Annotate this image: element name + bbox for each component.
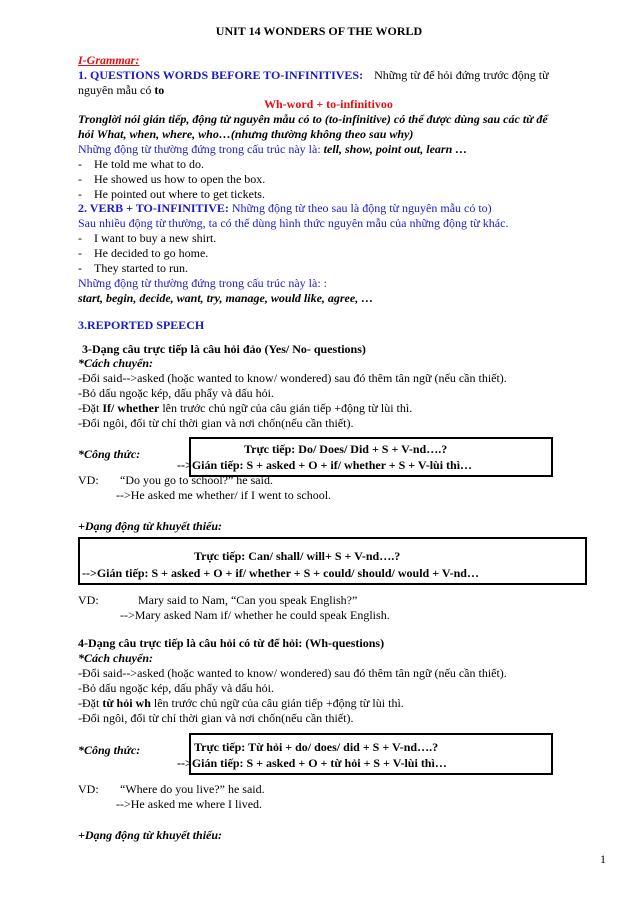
verbs2-intro: Những động từ thường đứng trong cấu trúc này là: :: [78, 276, 327, 290]
bullet-dash: -: [78, 231, 82, 245]
example-text: He told me what to do.: [94, 157, 204, 171]
example-text: He showed us how to open the box.: [94, 172, 266, 186]
section1-title-line: [78, 68, 549, 82]
bullet-dash: -: [78, 187, 82, 201]
italic-paragraph-line1: Tronglời nói gián tiếp, động từ nguyên mẫu có to (to-infinitive) có thể được dùng sau các từ để: [78, 112, 548, 126]
section3-method-label: *Cách chuyển:: [78, 356, 153, 370]
vd-label: VD:: [78, 782, 99, 796]
section2-title-line: [78, 201, 492, 215]
section3-title: 3-Dạng câu trực tiếp là câu hỏi đảo (Yes/ No- questions): [82, 342, 366, 356]
vd-label: VD:: [78, 473, 99, 487]
section1-desc-text: nguyên mẫu có: [78, 83, 155, 97]
example-text: They started to run.: [94, 261, 188, 275]
page-title: UNIT 14 WONDERS OF THE WORLD: [215, 24, 423, 38]
example-text: He decided to go home.: [94, 246, 209, 260]
wh-formula: Wh-word + to-infinitivoo: [264, 97, 393, 111]
example3-question: “Do you go to school?” he said.: [120, 473, 273, 487]
section3-rule: -Đổi ngôi, đổi từ chỉ thời gian và nơi chốn(nếu cần thiết).: [78, 416, 354, 430]
bullet-dash: -: [78, 172, 82, 186]
section3-rule: -Bỏ dấu ngoặc kép, dấu phẩy và dấu hỏi.: [78, 386, 274, 400]
example3m-question: Mary said to Nam, “Can you speak English?”: [138, 593, 358, 607]
modal-heading-2: +Dạng động từ khuyết thiếu:: [78, 828, 223, 842]
formula4-direct: Trực tiếp: Từ hỏi + do/ does/ did + S + V-nd….?: [194, 740, 439, 754]
verbs2-list: start, begin, decide, want, try, manage, would like, agree, …: [78, 291, 374, 305]
formula3-indirect: -->Gián tiếp: S + asked + O + if/ whether + S + V-lùi thì…: [177, 458, 473, 472]
verbs-intro: Những động từ thường đứng trong cấu trúc này là:: [78, 142, 324, 156]
section4-rule: -Đổi said-->asked (hoặc wanted to know/ wondered) sau đó thêm tân ngữ (nếu cần thiết).: [78, 666, 507, 680]
section1-desc-to: to: [154, 83, 165, 97]
example4-answer: -->He asked me where I lived.: [116, 797, 263, 811]
reported-speech-heading: 3.REPORTED SPEECH: [78, 318, 205, 332]
grammar-heading: I-Grammar:: [78, 53, 140, 67]
section4-rule: [78, 696, 404, 710]
rule-keyword: If/ whether: [102, 401, 160, 415]
section1-title: 1. QUESTIONS WORDS BEFORE TO-INFINITIVES:: [78, 68, 364, 82]
rule-text: lên trước chủ ngữ của câu gián tiếp +động từ lùi thì.: [150, 696, 404, 710]
verbs-line: [78, 142, 467, 156]
formula-label: *Công thức:: [78, 743, 141, 757]
section4-rule: -Đổi ngôi, đổi từ chỉ thời gian và nơi chốn(nếu cần thiết).: [78, 711, 354, 725]
rule-text: lên trước chủ ngữ của câu gián tiếp +động từ lùi thì.: [159, 401, 413, 415]
example3m-answer: -->Mary asked Nam if/ whether he could speak English.: [120, 608, 390, 622]
bullet-dash: -: [78, 157, 82, 171]
modal-heading: +Dạng động từ khuyết thiếu:: [78, 519, 223, 533]
section3-rule: [78, 401, 412, 415]
example-text: I want to buy a new shirt.: [94, 231, 217, 245]
rule-keyword: từ hỏi wh: [102, 696, 151, 710]
formula4-indirect: -->Gián tiếp: S + asked + O + từ hỏi + S + V-lùi thì…: [177, 756, 447, 770]
section1-desc-line2: [78, 83, 164, 97]
example-text: He pointed out where to get tickets.: [94, 187, 265, 201]
section2-title: 2. VERB + TO-INFINITIVE:: [78, 201, 232, 215]
section4-rule: -Bỏ dấu ngoặc kép, dấu phẩy và dấu hỏi.: [78, 681, 274, 695]
list-item: [78, 261, 188, 275]
vd-label: VD:: [78, 593, 99, 607]
rule-text: -Đặt: [78, 696, 103, 710]
section2-paragraph: Sau nhiều động từ thường, ta có thể dùng hình thức nguyên mẫu của những động từ khác.: [78, 216, 509, 230]
list-item: [78, 172, 266, 186]
list-item: [78, 157, 204, 171]
list-item: [78, 246, 209, 260]
section2-desc: Những động từ theo sau là động từ nguyên mẫu có to): [231, 201, 492, 215]
section3-rule: -Đổi said-->asked (hoặc wanted to know/ wondered) sau đó thêm tân ngữ (nếu cần thiết).: [78, 371, 507, 385]
verbs-list: tell, show, point out, learn …: [323, 142, 468, 156]
list-item: [78, 187, 265, 201]
example4-question: “Where do you live?” he said.: [120, 782, 265, 796]
rule-text: -Đặt: [78, 401, 103, 415]
formula-label: *Công thức:: [78, 447, 141, 461]
section1-desc: Những từ để hỏi đứng trước động từ: [374, 68, 549, 82]
section4-title: 4-Dạng câu trực tiếp là câu hỏi có từ để hỏi: (Wh-questions): [78, 636, 385, 650]
formula3-direct: Trực tiếp: Do/ Does/ Did + S + V-nd….?: [244, 442, 448, 456]
section4-method-label: *Cách chuyển:: [78, 651, 153, 665]
italic-paragraph-line2: hỏi What, when, where, who…(nhưng thường không theo sau why): [78, 127, 414, 141]
list-item: [78, 231, 217, 245]
formula3m-indirect: -->Gián tiếp: S + asked + O + if/ whether + S + could/ should/ would + V-nd…: [82, 566, 479, 580]
bullet-dash: -: [78, 246, 82, 260]
example3-answer: -->He asked me whether/ if I went to school.: [116, 488, 332, 502]
formula3m-direct: Trực tiếp: Can/ shall/ will+ S + V-nd….?: [194, 549, 401, 563]
bullet-dash: -: [78, 261, 82, 275]
page-number: 1: [600, 852, 606, 866]
